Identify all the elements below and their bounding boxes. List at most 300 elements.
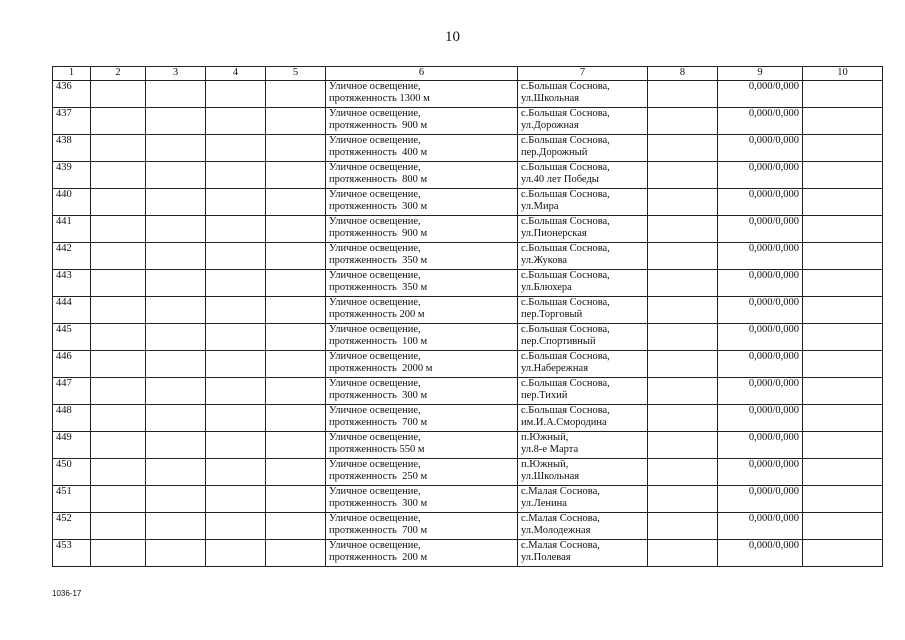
table-row [53,540,883,567]
address-cell [518,351,648,378]
description-line-2: протяженность 250 м [329,470,428,482]
value-cell [718,189,803,216]
empty-cell [648,540,718,567]
empty-cell [803,324,883,351]
value-cell [718,405,803,432]
value-text: 0,000/0,000 [748,351,799,362]
empty-cell [648,324,718,351]
table-row [53,486,883,513]
address-line-2: ул.Пионерская [521,227,587,239]
description-cell [326,351,518,378]
description-line-1: Уличное освещение, [329,243,421,254]
value-cell [718,351,803,378]
empty-cell [206,432,266,459]
empty-cell [146,513,206,540]
value-text: 0,000/0,000 [748,459,799,470]
empty-cell [91,324,146,351]
description-cell [326,459,518,486]
empty-cell [648,216,718,243]
value-cell [718,378,803,405]
column-header: 9 [718,67,803,81]
table-row [53,324,883,351]
column-header: 2 [91,67,146,81]
row-number: 438 [56,135,72,146]
empty-cell [803,216,883,243]
row-number-cell [53,108,91,135]
value-text: 0,000/0,000 [748,108,799,119]
address-line-1: с.Большая Соснова, [521,81,610,92]
value-cell [718,297,803,324]
value-text: 0,000/0,000 [748,513,799,524]
empty-cell [146,243,206,270]
row-number-cell [53,486,91,513]
description-cell [326,270,518,297]
empty-cell [266,486,326,513]
table-row [53,135,883,162]
address-line-2: ул.Блюхера [521,281,572,293]
column-header: 5 [266,67,326,81]
row-number: 437 [56,108,72,119]
description-cell [326,243,518,270]
description-line-2: протяженность 300 м [329,497,428,509]
empty-cell [206,243,266,270]
address-line-1: с.Большая Соснова, [521,270,610,281]
address-line-1: с.Малая Соснова, [521,513,600,524]
empty-cell [91,378,146,405]
empty-cell [266,189,326,216]
address-line-1: с.Большая Соснова, [521,378,610,389]
empty-cell [146,162,206,189]
empty-cell [91,459,146,486]
row-number-cell [53,81,91,108]
empty-cell [803,486,883,513]
empty-cell [146,378,206,405]
empty-cell [648,162,718,189]
value-cell [718,513,803,540]
column-header: 8 [648,67,718,81]
address-line-2: ул.Школьная [521,470,580,482]
empty-cell [648,243,718,270]
address-line-2: пер.Спортивный [521,335,596,347]
empty-cell [146,135,206,162]
row-number: 446 [56,351,72,362]
empty-cell [803,81,883,108]
empty-cell [648,135,718,162]
description-line-2: протяженность 200 м [329,308,425,320]
table-row [53,459,883,486]
column-header: 3 [146,67,206,81]
address-line-1: с.Большая Соснова, [521,243,610,254]
description-cell [326,216,518,243]
description-cell [326,432,518,459]
empty-cell [91,189,146,216]
empty-cell [91,513,146,540]
empty-cell [803,432,883,459]
address-cell [518,459,648,486]
empty-cell [206,108,266,135]
empty-cell [91,432,146,459]
footer-code: 1036-17 [52,589,82,598]
empty-cell [206,135,266,162]
address-line-1: с.Большая Соснова, [521,189,610,200]
description-line-2: протяженность 900 м [329,227,428,239]
description-cell [326,324,518,351]
empty-cell [206,405,266,432]
description-line-1: Уличное освещение, [329,513,421,524]
empty-cell [266,513,326,540]
empty-cell [648,81,718,108]
value-text: 0,000/0,000 [748,81,799,92]
empty-cell [146,81,206,108]
address-line-2: ул.8-е Марта [521,443,579,455]
empty-cell [91,297,146,324]
description-cell [326,540,518,567]
address-line-2: ул.Школьная [521,92,580,104]
table-row [53,81,883,108]
row-number: 441 [56,216,72,227]
table-row [53,216,883,243]
address-cell [518,540,648,567]
address-cell [518,216,648,243]
description-line-2: протяженность 350 м [329,281,428,293]
value-text: 0,000/0,000 [748,243,799,254]
description-cell [326,108,518,135]
value-cell [718,270,803,297]
description-line-1: Уличное освещение, [329,81,421,92]
address-cell [518,189,648,216]
row-number: 439 [56,162,72,173]
empty-cell [648,513,718,540]
description-line-2: протяженность 700 м [329,416,428,428]
table-row [53,162,883,189]
table-header-row [53,67,883,81]
row-number-cell [53,216,91,243]
row-number: 445 [56,324,72,335]
empty-cell [648,486,718,513]
empty-cell [146,351,206,378]
value-cell [718,162,803,189]
empty-cell [266,324,326,351]
empty-cell [266,378,326,405]
empty-cell [206,216,266,243]
empty-cell [91,216,146,243]
empty-cell [206,324,266,351]
empty-cell [91,270,146,297]
empty-cell [146,189,206,216]
empty-cell [803,189,883,216]
address-cell [518,162,648,189]
row-number: 444 [56,297,72,308]
empty-cell [648,405,718,432]
address-line-2: ул.Ленина [521,497,567,509]
row-number-cell [53,432,91,459]
table-row [53,189,883,216]
value-cell [718,81,803,108]
row-number-cell [53,513,91,540]
table-row [53,351,883,378]
address-cell [518,378,648,405]
empty-cell [206,297,266,324]
address-line-1: с.Большая Соснова, [521,216,610,227]
empty-cell [266,405,326,432]
empty-cell [266,216,326,243]
empty-cell [648,378,718,405]
address-line-2: ул.Мира [521,200,559,212]
address-line-2: пер.Дорожный [521,146,588,158]
table-row [53,108,883,135]
empty-cell [803,162,883,189]
value-text: 0,000/0,000 [748,378,799,389]
description-cell [326,378,518,405]
empty-cell [146,432,206,459]
empty-cell [648,459,718,486]
empty-cell [803,513,883,540]
description-line-1: Уличное освещение, [329,405,421,416]
address-cell [518,297,648,324]
value-cell [718,540,803,567]
description-line-1: Уличное освещение, [329,162,421,173]
description-line-1: Уличное освещение, [329,108,421,119]
row-number: 453 [56,540,72,551]
row-number-cell [53,270,91,297]
empty-cell [266,297,326,324]
empty-cell [266,162,326,189]
empty-cell [266,108,326,135]
description-line-1: Уличное освещение, [329,540,421,551]
address-cell [518,432,648,459]
description-line-1: Уличное освещение, [329,432,421,443]
address-cell [518,81,648,108]
address-line-2: ул.40 лет Победы [521,173,599,185]
empty-cell [206,459,266,486]
description-line-1: Уличное освещение, [329,351,421,362]
empty-cell [91,486,146,513]
row-number: 447 [56,378,72,389]
column-header: 4 [206,67,266,81]
row-number: 451 [56,486,72,497]
row-number-cell [53,324,91,351]
empty-cell [266,81,326,108]
empty-cell [206,513,266,540]
value-cell [718,459,803,486]
empty-cell [146,216,206,243]
empty-cell [803,135,883,162]
address-line-2: ул.Полевая [521,551,571,563]
row-number-cell [53,243,91,270]
empty-cell [648,270,718,297]
empty-cell [91,108,146,135]
address-line-2: ул.Молодежная [521,524,591,536]
empty-cell [648,108,718,135]
value-text: 0,000/0,000 [748,297,799,308]
address-line-1: с.Большая Соснова, [521,324,610,335]
address-line-2: ул.Жукова [521,254,568,266]
description-line-2: протяженность 300 м [329,389,428,401]
value-cell [718,432,803,459]
description-cell [326,297,518,324]
registry-table [52,66,883,567]
address-line-1: с.Большая Соснова, [521,351,610,362]
empty-cell [206,351,266,378]
value-cell [718,216,803,243]
description-line-1: Уличное освещение, [329,378,421,389]
empty-cell [91,405,146,432]
page-number: 10 [445,29,460,45]
empty-cell [91,540,146,567]
table-row [53,432,883,459]
table-row [53,297,883,324]
description-line-1: Уличное освещение, [329,324,421,335]
description-line-2: протяженность 100 м [329,335,428,347]
description-line-1: Уличное освещение, [329,459,421,470]
row-number-cell [53,189,91,216]
address-line-1: с.Большая Соснова, [521,108,610,119]
row-number: 442 [56,243,72,254]
description-line-1: Уличное освещение, [329,297,421,308]
row-number-cell [53,540,91,567]
empty-cell [146,324,206,351]
address-cell [518,405,648,432]
address-line-2: пер.Тихий [521,389,568,401]
empty-cell [803,540,883,567]
address-line-1: с.Большая Соснова, [521,405,610,416]
table-body [53,81,883,567]
value-text: 0,000/0,000 [748,405,799,416]
address-line-1: п.Южный, [521,459,569,470]
empty-cell [91,162,146,189]
empty-cell [803,459,883,486]
empty-cell [266,351,326,378]
description-line-2: протяженность 1300 м [329,92,430,104]
empty-cell [648,432,718,459]
address-line-2: пер.Торговый [521,308,583,320]
empty-cell [803,297,883,324]
empty-cell [266,459,326,486]
row-number: 449 [56,432,72,443]
address-line-2: ул.Дорожная [521,119,579,131]
address-line-1: с.Малая Соснова, [521,486,600,497]
value-cell [718,324,803,351]
description-line-2: протяженность 550 м [329,443,425,455]
empty-cell [266,243,326,270]
address-cell [518,324,648,351]
column-header: 1 [53,67,91,81]
row-number: 440 [56,189,72,200]
empty-cell [91,243,146,270]
row-number: 436 [56,81,72,92]
row-number: 452 [56,513,72,524]
table-row [53,243,883,270]
description-line-2: протяженность 2000 м [329,362,433,374]
empty-cell [91,135,146,162]
empty-cell [803,405,883,432]
description-line-2: протяженность 200 м [329,551,428,563]
address-line-1: п.Южный, [521,432,569,443]
description-line-1: Уличное освещение, [329,486,421,497]
empty-cell [648,351,718,378]
empty-cell [803,108,883,135]
description-cell [326,81,518,108]
empty-cell [206,81,266,108]
value-text: 0,000/0,000 [748,432,799,443]
value-text: 0,000/0,000 [748,486,799,497]
description-line-2: протяженность 700 м [329,524,428,536]
row-number-cell [53,351,91,378]
empty-cell [266,135,326,162]
empty-cell [206,486,266,513]
row-number-cell [53,135,91,162]
address-cell [518,486,648,513]
value-cell [718,243,803,270]
row-number-cell [53,459,91,486]
empty-cell [266,432,326,459]
table-row [53,270,883,297]
address-cell [518,513,648,540]
address-line-2: ул.Набережная [521,362,589,374]
row-number-cell [53,405,91,432]
description-line-2: протяженность 800 м [329,173,428,185]
address-cell [518,243,648,270]
address-line-1: с.Большая Соснова, [521,297,610,308]
description-line-1: Уличное освещение, [329,189,421,200]
value-cell [718,486,803,513]
column-header: 7 [518,67,648,81]
empty-cell [206,378,266,405]
value-cell [718,135,803,162]
table-row [53,405,883,432]
value-text: 0,000/0,000 [748,540,799,551]
empty-cell [146,108,206,135]
empty-cell [206,540,266,567]
empty-cell [146,297,206,324]
empty-cell [146,486,206,513]
empty-cell [803,351,883,378]
description-line-2: протяженность 350 м [329,254,428,266]
empty-cell [146,540,206,567]
row-number-cell [53,297,91,324]
empty-cell [146,459,206,486]
value-text: 0,000/0,000 [748,324,799,335]
value-text: 0,000/0,000 [748,216,799,227]
empty-cell [146,405,206,432]
empty-cell [803,270,883,297]
empty-cell [266,540,326,567]
description-cell [326,162,518,189]
description-line-1: Уличное освещение, [329,216,421,227]
empty-cell [91,351,146,378]
empty-cell [146,270,206,297]
empty-cell [206,162,266,189]
empty-cell [803,243,883,270]
column-header: 6 [326,67,518,81]
empty-cell [206,270,266,297]
address-line-1: с.Большая Соснова, [521,135,610,146]
description-cell [326,405,518,432]
empty-cell [803,378,883,405]
address-cell [518,135,648,162]
row-number: 443 [56,270,72,281]
description-line-1: Уличное освещение, [329,135,421,146]
empty-cell [648,189,718,216]
value-text: 0,000/0,000 [748,135,799,146]
row-number-cell [53,162,91,189]
value-text: 0,000/0,000 [748,270,799,281]
description-line-1: Уличное освещение, [329,270,421,281]
empty-cell [206,189,266,216]
row-number: 450 [56,459,72,470]
description-line-2: протяженность 400 м [329,146,428,158]
address-cell [518,108,648,135]
